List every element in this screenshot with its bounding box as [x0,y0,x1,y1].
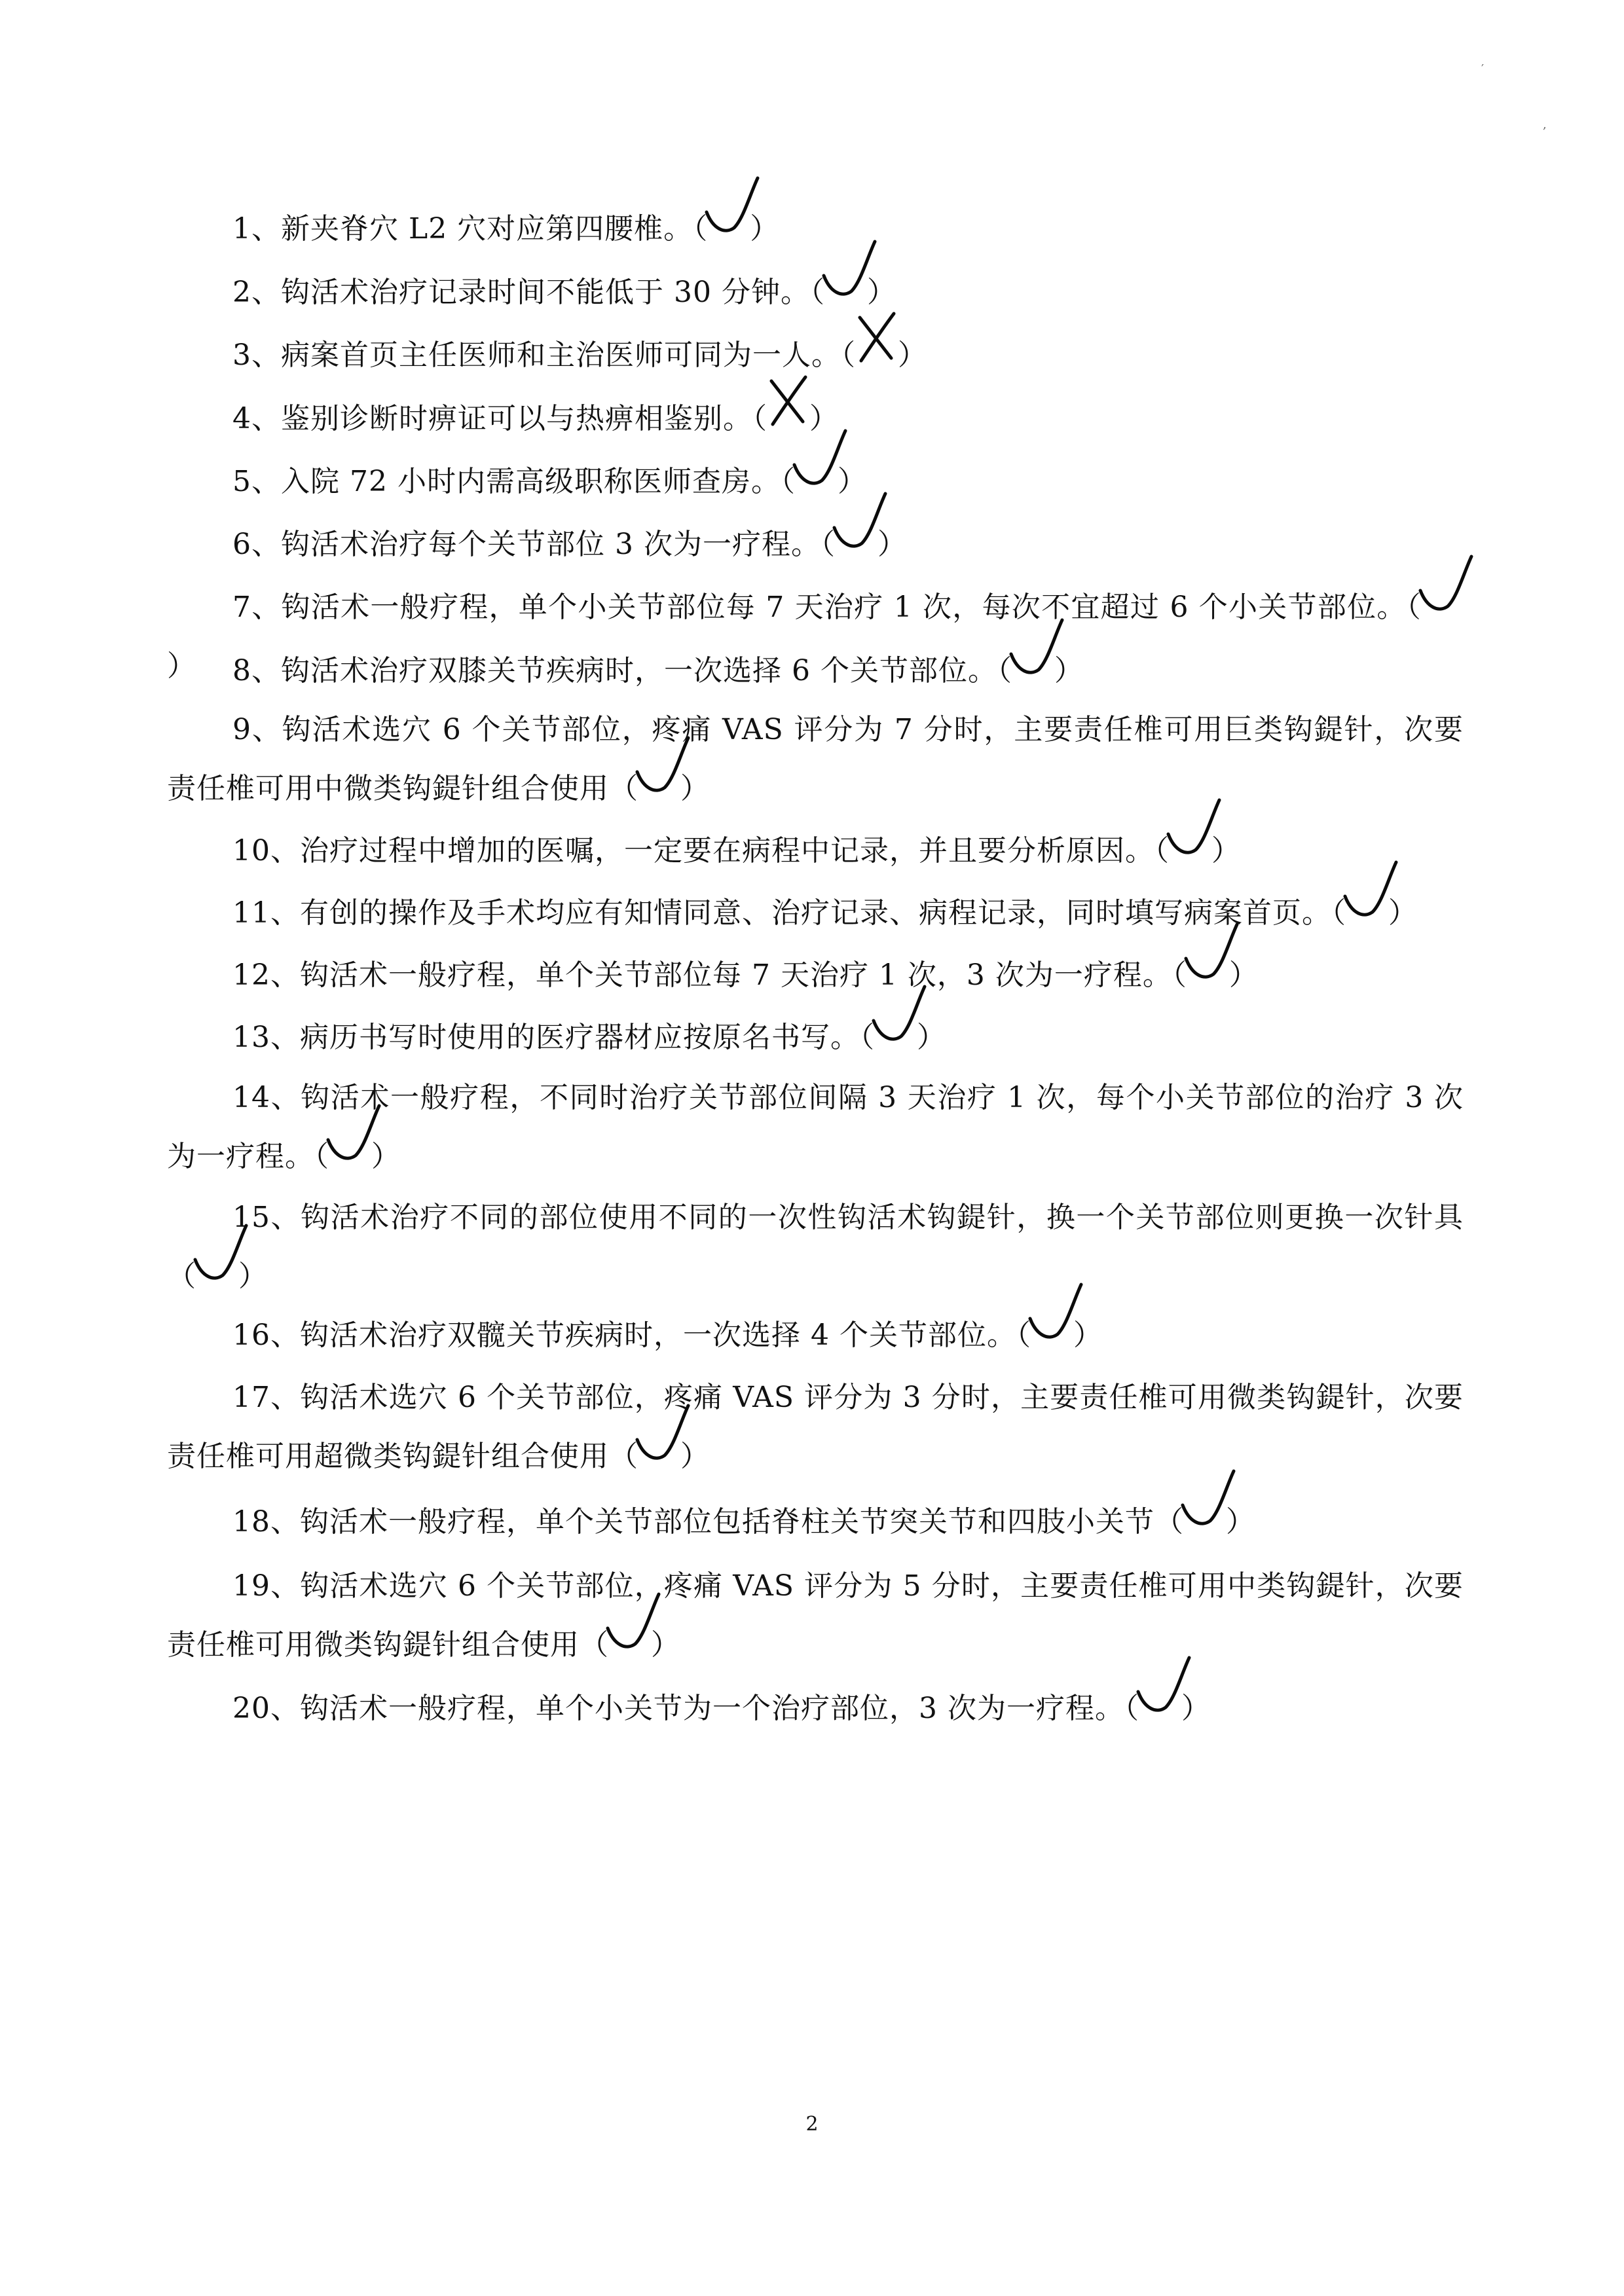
answer-close-paren: ） [1226,1505,1255,1539]
check-stroke [1186,924,1237,977]
answer-mark [609,1631,651,1657]
check-stroke [874,987,925,1039]
answer-mark [1187,961,1229,987]
answer-open-paren: （ [1331,896,1346,930]
question-text: 17、钩活术选穴 6 个关节部位，疼痛 VAS 评分为 3 分时，主要责任椎可用微类钩鍉针，次要责任椎可用超微类钩鍉针组合使用 [167,1381,1464,1473]
answer-open-paren: （ [609,772,638,805]
answer-mark [875,1023,917,1049]
question-19 [167,1557,1464,1675]
question-text: 5、入院 72 小时内需高级职称医师查房。 [232,465,781,498]
check-stroke [195,1226,246,1278]
check-stroke [1011,620,1062,672]
answer-mark [638,774,680,801]
question-text: 20、钩活术一般疗程，单个小关节为一个治疗部位，3 次为一疗程。 [232,1692,1124,1725]
check-stroke [1168,800,1219,852]
page-number: 2 [805,2113,819,2136]
answer-close-paren: ） [809,402,839,435]
answer-open-paren: （ [1154,1505,1184,1539]
answer-close-paren: ） [680,1440,710,1473]
question-text: 2、钩活术治疗记录时间不能低于 30 分钟。 [232,276,810,309]
check-mark [1021,1275,1086,1354]
question-17 [167,1368,1464,1486]
question-5 [167,452,1464,511]
answer-mark [1012,657,1054,683]
question-15 [167,1188,1464,1306]
answer-close-paren: ） [877,528,907,561]
answer-close-paren: ） [866,276,896,309]
question-text: 7、钩活术一般疗程，单个小关节部位每 7 天治疗 1 次，每次不宜超过 6 个小关节部位。 [232,591,1407,624]
question-20 [167,1679,1464,1738]
question-text: 19、钩活术选穴 6 个关节部位，疼痛 VAS 评分为 5 分时，主要责任椎可用中类钩鍉针，次要责任椎可用微类钩鍉针组合使用 [167,1569,1464,1662]
answer-close-paren: ） [1211,834,1241,867]
check-mark [628,1396,693,1475]
check-stroke [1420,556,1471,609]
check-stroke [1138,1658,1189,1710]
check-stroke [1345,862,1396,915]
answer-close-paren: ） [651,1628,680,1662]
question-18 [167,1493,1464,1552]
question-text: 18、钩活术一般疗程，单个关节部位包括脊柱关节突关节和四肢小关节 [232,1505,1154,1539]
answer-open-paren: （ [860,1021,875,1054]
answer-open-paren: （ [580,1628,609,1662]
check-stroke [637,1406,688,1458]
question-13 [167,1008,1464,1067]
answer-mark [856,341,898,367]
question-11 [167,884,1464,943]
answer-close-paren: ） [1388,896,1418,930]
check-mark [1177,915,1242,994]
check-mark [628,729,693,807]
answer-mark [1346,899,1388,925]
answer-mark [1031,1321,1073,1347]
answer-close-paren: ） [1228,958,1259,992]
question-text: 3、病案首页主任医师和主治医师可同为一人。 [232,338,841,372]
check-mark [319,1097,384,1175]
question-12 [167,946,1464,1005]
answer-mark [196,1262,238,1288]
check-stroke [824,242,875,294]
answer-close-paren: ） [898,338,927,372]
question-9 [167,701,1464,818]
answer-open-paren: （ [780,465,796,498]
answer-close-paren: ） [680,772,710,805]
answer-close-paren: ） [167,649,196,683]
question-16 [167,1306,1464,1365]
answer-open-paren: （ [752,402,767,435]
question-text: 15、钩活术治疗不同的部位使用不同的一次性钩活术钩鍉针，换一个关节部位则更换一次针具 [232,1201,1464,1234]
answer-open-paren: （ [314,1140,329,1173]
answer-open-paren: （ [809,276,825,309]
answer-open-paren: （ [1154,834,1170,867]
question-text: 8、钩活术治疗双膝关节疾病时，一次选择 6 个关节部位。 [232,654,997,687]
question-text: 10、治疗过程中增加的医嘱，一定要在病程中记录，并且要分析原因。 [232,834,1154,867]
answer-open-paren: （ [693,212,709,246]
answer-open-paren: （ [997,654,1012,687]
answer-mark [1170,837,1211,863]
scan-speck: , [1543,118,1547,132]
answer-open-paren: （ [1016,1319,1031,1352]
check-mark [1411,547,1477,626]
scan-speck: ′ [1481,62,1485,76]
check-mark [697,169,763,247]
answer-open-paren: （ [1406,591,1422,624]
check-mark [825,484,891,563]
check-stroke [834,494,885,546]
check-stroke [707,178,758,230]
check-mark [186,1216,251,1295]
question-8 [167,642,1464,701]
answer-mark [1422,593,1464,619]
answer-open-paren: （ [167,1260,196,1293]
answer-close-paren: ） [750,212,780,246]
question-14 [167,1068,1464,1186]
answer-mark [638,1442,680,1468]
check-mark [1002,611,1067,689]
check-stroke [1183,1471,1234,1523]
check-stroke [1030,1285,1081,1337]
question-2 [167,263,1464,322]
question-10 [167,822,1464,881]
answer-open-paren: （ [1124,1692,1139,1725]
check-stroke [608,1594,659,1647]
answer-close-paren: ） [371,1140,401,1173]
answer-close-paren: ） [1073,1319,1103,1352]
check-mark [1336,853,1401,932]
answer-mark [708,215,750,241]
answer-close-paren: ） [837,465,867,498]
answer-open-paren: （ [820,528,836,561]
question-text: 13、病历书写时使用的医疗器材应按原名书写。 [232,1021,860,1054]
answer-mark [1184,1508,1226,1534]
question-text: 16、钩活术治疗双髋关节疾病时，一次选择 4 个关节部位。 [232,1319,1016,1352]
question-text: 6、钩活术治疗每个关节部位 3 次为一疗程。 [232,528,821,561]
answer-open-paren: （ [609,1440,638,1473]
question-text: 4、鉴别诊断时痹证可以与热痹相鉴别。 [232,402,752,435]
answer-mark [329,1142,371,1169]
answer-close-paren: ） [238,1260,268,1293]
question-text: 1、新夹脊穴 L2 穴对应第四腰椎。 [232,212,693,246]
answer-mark [836,530,877,556]
question-text: 12、钩活术一般疗程，单个关节部位每 7 天治疗 1 次，3 次为一疗程。 [232,958,1172,992]
answer-close-paren: ） [917,1021,946,1054]
answer-close-paren: ） [1054,654,1084,687]
check-mark [1129,1649,1194,1727]
cross-mark [845,295,911,374]
question-text: 14、钩活术一般疗程，不同时治疗关节部位间隔 3 天治疗 1 次，每个小关节部位的治疗 3 次为一疗程。 [167,1081,1464,1173]
question-text: 11、有创的操作及手术均应有知情同意、治疗记录、病程记录，同时填写病案首页。 [232,896,1331,930]
check-stroke [794,431,845,483]
check-mark [864,977,930,1056]
check-mark [1173,1462,1239,1540]
check-mark [1159,791,1225,869]
answer-open-paren: （ [1172,958,1187,992]
check-stroke [328,1106,379,1158]
answer-mark [1139,1694,1181,1721]
question-6 [167,515,1464,574]
question-text: 9、钩活术选穴 6 个关节部位，疼痛 VAS 评分为 7 分时，主要责任椎可用巨类钩鍉针，次要责任椎可用中微类钩鍉针组合使用 [167,713,1464,805]
check-mark [599,1585,664,1664]
answer-close-paren: ） [1181,1692,1211,1725]
answer-open-paren: （ [841,338,856,372]
check-stroke [637,738,688,790]
